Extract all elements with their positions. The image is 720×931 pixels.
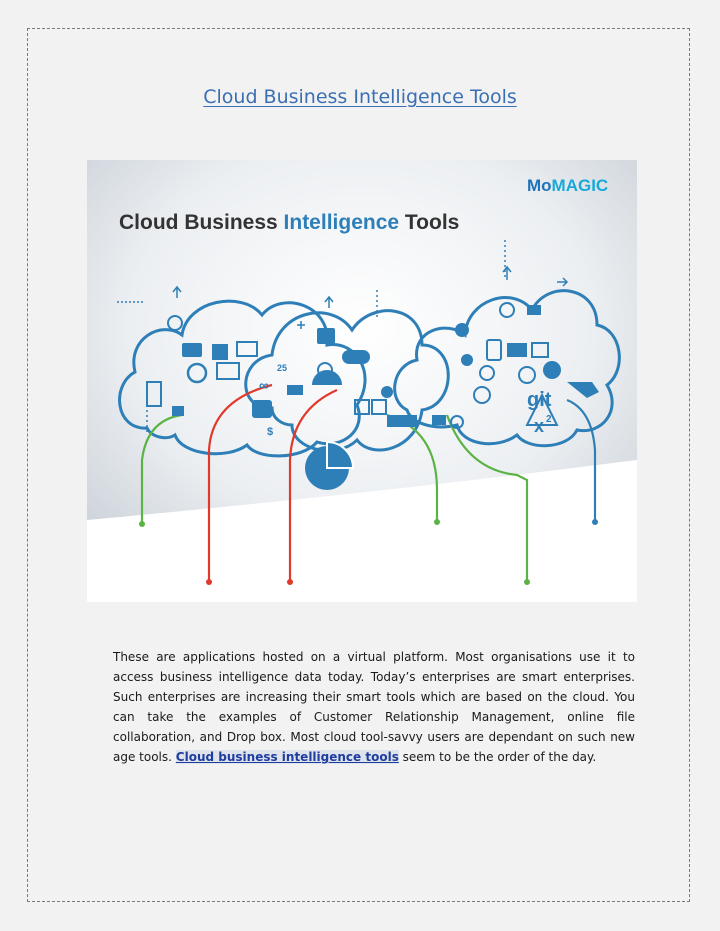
- banner-logo: MoMAGIC: [527, 176, 609, 195]
- page-title: Cloud Business Intelligence Tools: [203, 86, 517, 108]
- banner-image: [87, 160, 637, 602]
- svg-text:git: git: [527, 389, 552, 411]
- svg-text:x: x: [534, 416, 545, 436]
- svg-text:25: 25: [277, 363, 288, 373]
- banner-heading: Cloud Business Intelligence Tools: [119, 211, 460, 234]
- cloud-bi-tools-link[interactable]: Cloud business intelligence tools: [175, 750, 399, 764]
- svg-text:$: $: [267, 426, 274, 438]
- body-paragraph: These are applications hosted on a virtual platform. Most organisations use it to access business intelligence data today. Today’s enterprises are smart enterprises. Such enterprises are increasing their smart tools which are based on the cloud. You can take the examples of Customer Relationship Management, online file collaboration, and Drop box. Most cloud tool-savvy users are dependant on such new age tools. Cloud business intelligence tools seem to be the order of the day.: [113, 650, 635, 764]
- svg-text:∞: ∞: [259, 377, 269, 393]
- svg-text:2: 2: [546, 414, 552, 425]
